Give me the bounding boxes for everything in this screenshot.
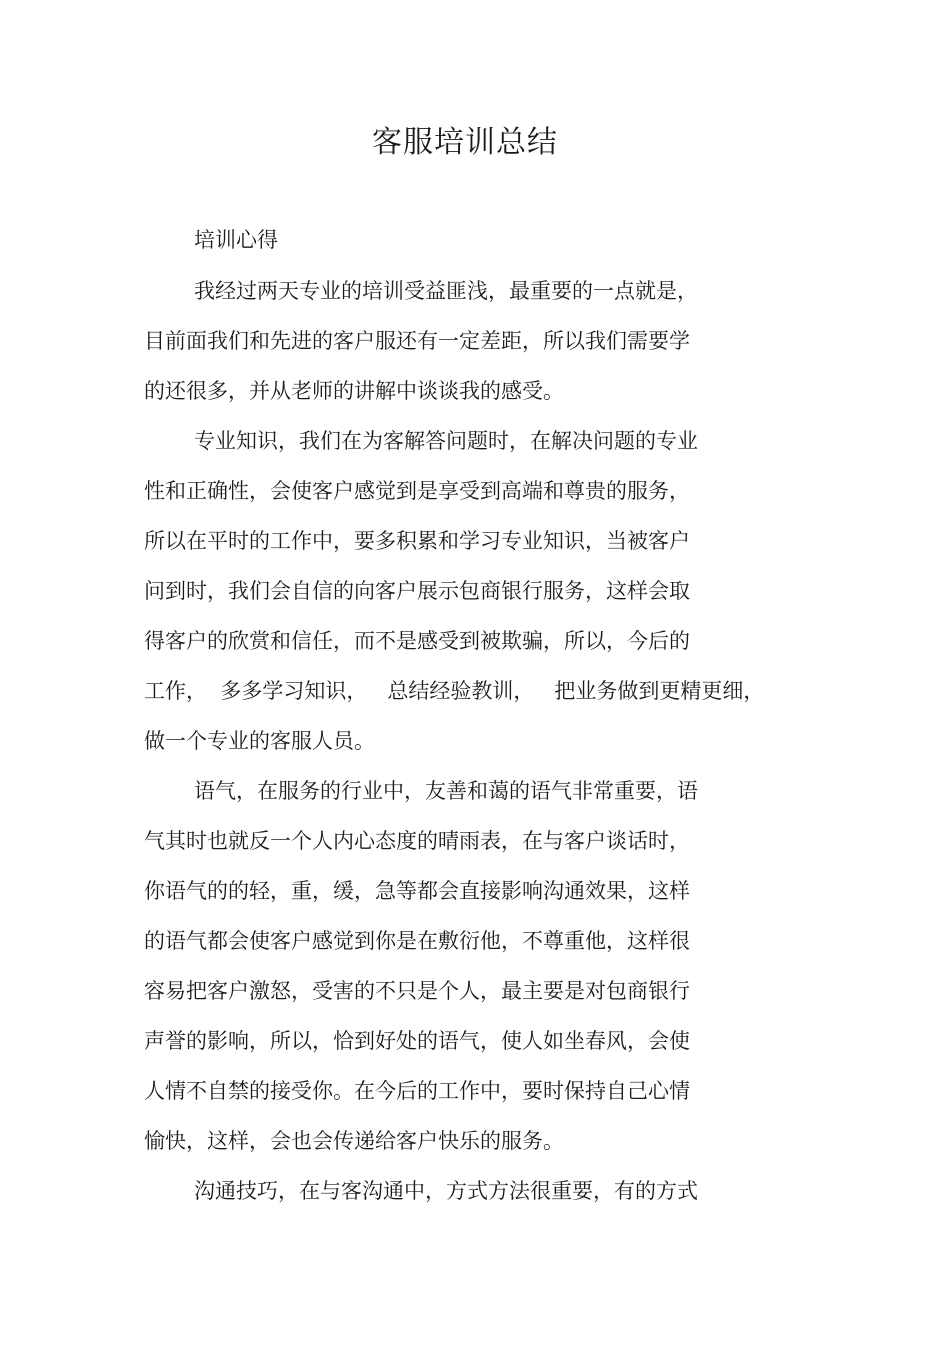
paragraph-knowledge-line-5: 得客户的欣赏和信任，而不是感受到被欺骗，所以，今后的 xyxy=(144,629,690,653)
paragraph-tone-line-8: 愉快，这样，会也会传递给客户快乐的服务。 xyxy=(144,1129,564,1153)
paragraph-intro-line-2: 目前面我们和先进的客户服还有一定差距，所以我们需要学 xyxy=(144,329,690,353)
paragraph-tone-line-1: 语气，在服务的行业中，友善和蔼的语气非常重要，语 xyxy=(194,779,698,803)
section-heading-training-experience: 培训心得 xyxy=(194,228,278,252)
paragraph-tone-line-3: 你语气的的轻，重，缓，急等都会直接影响沟通效果，这样 xyxy=(144,879,690,903)
paragraph-tone-line-7: 人情不自禁的接受你。在今后的工作中，要时保持自己心情 xyxy=(144,1079,690,1103)
paragraph-knowledge-line-6: 工作， 多多学习知识， 总结经验教训， 把业务做到更精更细， xyxy=(144,679,765,703)
paragraph-knowledge-line-2: 性和正确性，会使客户感觉到是享受到高端和尊贵的服务， xyxy=(144,479,690,503)
paragraph-knowledge-line-3: 所以在平时的工作中，要多积累和学习专业知识，当被客户 xyxy=(144,529,690,553)
paragraph-tone-line-5: 容易把客户激怒，受害的不只是个人，最主要是对包商银行 xyxy=(144,979,690,1003)
paragraph-intro-line-3: 的还很多，并从老师的讲解中谈谈我的感受。 xyxy=(144,379,564,403)
paragraph-knowledge-line-4: 问到时，我们会自信的向客户展示包商银行服务，这样会取 xyxy=(144,579,690,603)
paragraph-tone-line-2: 气其时也就反一个人内心态度的晴雨表，在与客户谈话时， xyxy=(144,829,690,853)
paragraph-communication-line-1: 沟通技巧，在与客沟通中，方式方法很重要，有的方式 xyxy=(194,1179,698,1203)
document-title: 客服培训总结 xyxy=(372,125,558,160)
paragraph-tone-line-4: 的语气都会使客户感觉到你是在敷衍他，不尊重他，这样很 xyxy=(144,929,690,953)
paragraph-knowledge-line-7: 做一个专业的客服人员。 xyxy=(144,729,375,753)
paragraph-intro-line-1: 我经过两天专业的培训受益匪浅，最重要的一点就是， xyxy=(194,279,698,303)
paragraph-knowledge-line-1: 专业知识，我们在为客解答问题时，在解决问题的专业 xyxy=(194,429,698,453)
paragraph-tone-line-6: 声誉的影响，所以，恰到好处的语气，使人如坐春风，会使 xyxy=(144,1029,690,1053)
